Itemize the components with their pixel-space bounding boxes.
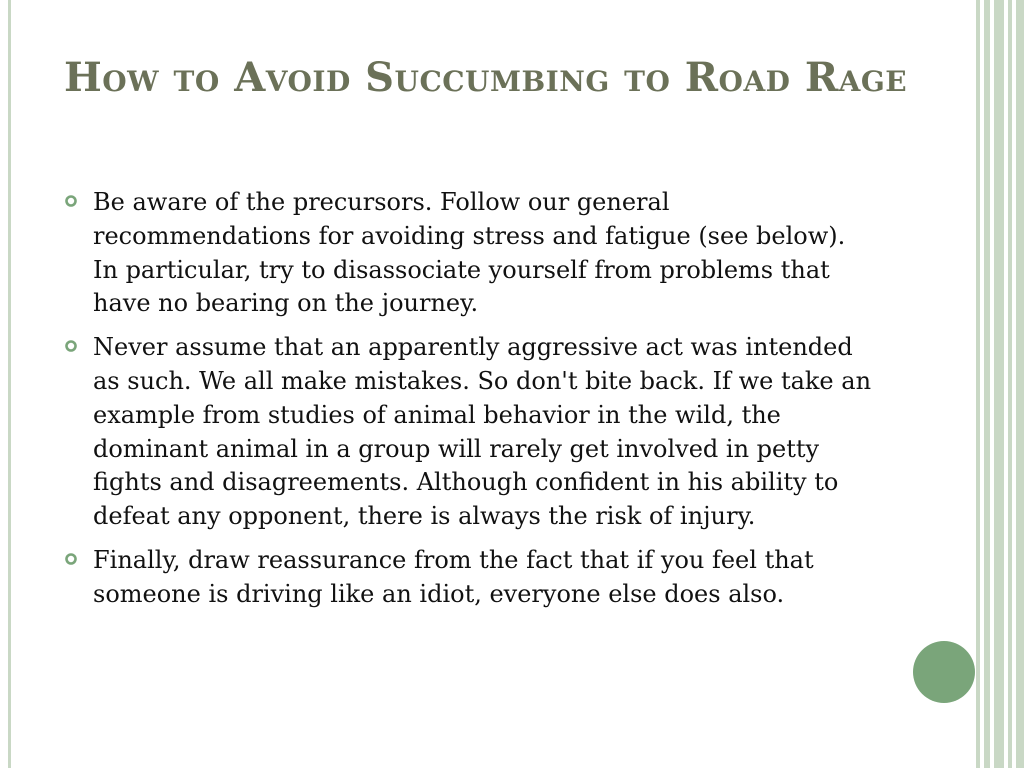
right-stripe: [994, 0, 1004, 768]
left-border-line: [8, 0, 11, 768]
ring-bullet-icon: [64, 339, 78, 353]
bullet-item: [64, 186, 874, 321]
decorative-circle: [913, 641, 975, 703]
right-stripe: [976, 0, 980, 768]
right-stripe: [984, 0, 990, 768]
bullet-list: [64, 186, 874, 622]
right-stripe: [1008, 0, 1012, 768]
ring-bullet-icon: [64, 552, 78, 566]
bullet-text: Never assume that an apparently aggressive act was intended as such. We all make mistakes. So don't bite back. If we take an example from studies of animal behavior in the wild, the dominant animal in a group will rarely get involved in petty fights and disagreements. Although confident in his ability to defeat any opponent, there is always the risk of injury.: [93, 333, 872, 531]
bullet-text: Finally, draw reassurance from the fact that if you feel that someone is driving like an idiot, everyone else does also.: [93, 545, 814, 608]
ring-bullet-icon: [64, 194, 78, 208]
right-stripe: [1016, 0, 1024, 768]
slide-title: How to Avoid Succumbing to Road Rage: [64, 54, 908, 101]
bullet-item: [64, 544, 874, 612]
bullet-text: Be aware of the precursors. Follow our general recommendations for avoiding stress and fatigue (see below). In particular, try to disassociate yourself from problems that have no bearing on the journey.: [93, 188, 846, 318]
bullet-item: [64, 331, 874, 534]
